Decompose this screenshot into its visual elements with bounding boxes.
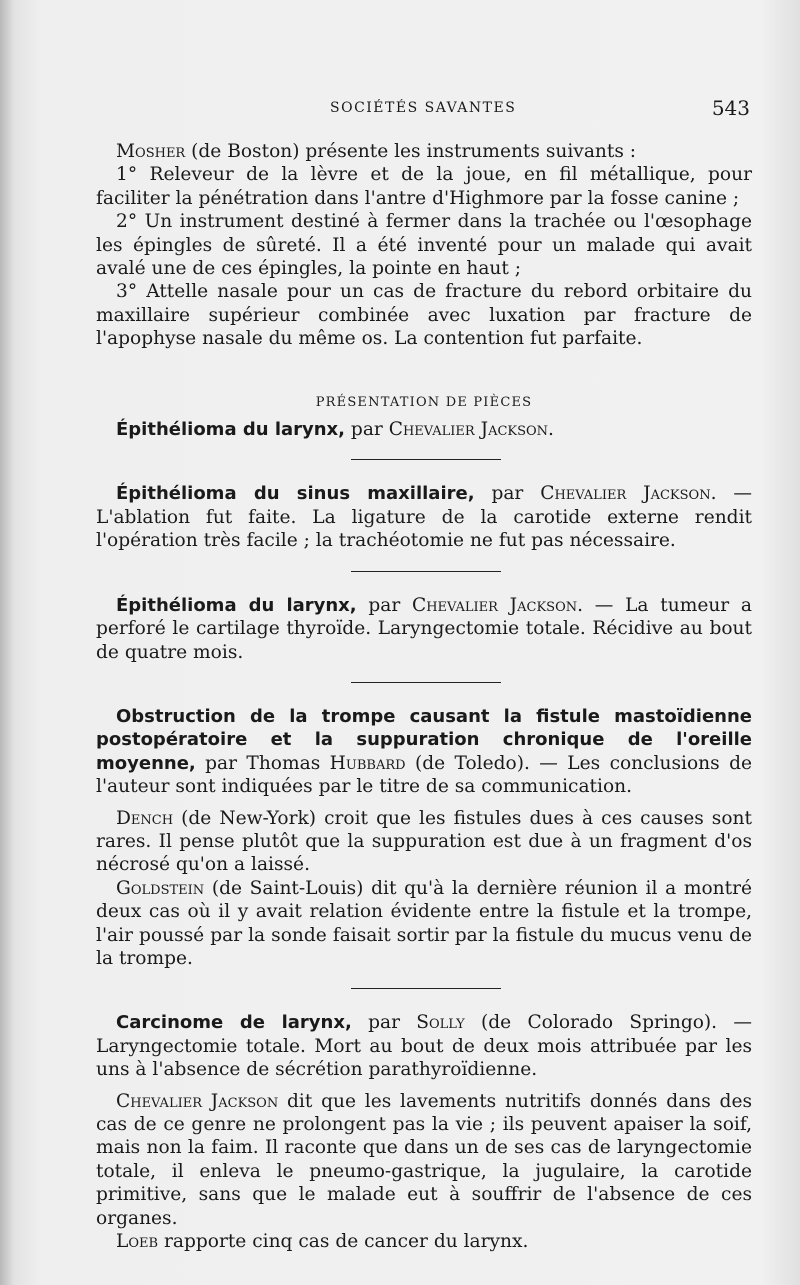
author-name: Solly: [416, 1012, 465, 1034]
piece-2: Épithélioma du sinus maxillaire, par Chevalier Jackson. — L'ablation fut faite. La ligature de la carotide externe rendit l'opération très facile ; la trachéotomie ne fut pas nécessaire.: [96, 483, 752, 552]
author-name: Chevalier Jackson.: [540, 483, 717, 505]
piece-4: Obstruction de la trompe causant la fistule mastoïdienne postopératoire et la suppuration chronique de l'oreille moyenne, par Thomas Hubbard (de Toledo). — Les conclusions de l'auteur sont indiquées par le titre de sa communication.: [96, 705, 752, 798]
page-number: 543: [711, 96, 750, 120]
piece-title: Épithélioma du larynx,: [116, 594, 357, 616]
separator-rule: [351, 571, 501, 572]
author-name: Chevalier Jackson.: [411, 594, 584, 616]
jackson-comment: Chevalier Jackson dit que les lavements nutritifs donnés dans des cas de ce genre ne prolongent pas la vie ; ils peuvent apaiser la soif, mais non la faim. Il raconte que dans un de ses cas de laryngectomie totale, il enleva le pneumo-gastrique, la jugulaire, la carotide primitive, sans que le malade eut à souffrir de l'absence de ces organes.: [96, 1090, 752, 1229]
author-name: Hubbard: [329, 752, 406, 774]
mosher-item-2: 2° Un instrument destiné à fermer dans la trachée ou l'œsophage les épingles de sûreté. Il a été inventé pour un malade qui avait avalé une de ces épingles, la pointe en haut ;: [96, 211, 752, 280]
mosher-item-1: 1° Releveur de la lèvre et de la joue, en fil métallique, pour faciliter la pénétration dans l'antre d'Highmore par la fosse canine ;: [96, 164, 752, 209]
author-name: Chevalier Jackson: [116, 1090, 279, 1112]
piece-1: Épithélioma du larynx, par Chevalier Jackson.: [116, 419, 554, 441]
author-name: Mosher: [116, 141, 186, 162]
goldstein-comment: Goldstein (de Saint-Louis) dit qu'à la dernière réunion il a montré deux cas où il y avait relation évidente entre la fistule et la trompe, l'air poussé par la sonde faisait sortir par la fistule du mucus venu de la trompe.: [96, 877, 752, 969]
dench-comment: Dench (de New-York) croit que les fistules dues à ces causes sont rares. Il pense plutôt que la suppuration est due à un fragment d'os nécrosé qu'on a laissé.: [96, 807, 752, 876]
spacer: [96, 799, 752, 807]
author-name: Chevalier Jackson.: [388, 419, 554, 441]
separator-rule: [351, 459, 501, 460]
loeb-comment: Loeb rapporte cinq cas de cancer du larynx.: [116, 1231, 529, 1253]
separator-rule: [351, 682, 501, 683]
piece-5: Carcinome de larynx, par Solly (de Colorado Springo). — Laryngectomie totale. Mort au bout de deux mois attribuée par les uns à l'absence de sécrétion parathyroïdienne.: [96, 1012, 752, 1081]
page-body: [96, 140, 752, 1253]
piece-title: Carcinome de larynx,: [116, 1012, 352, 1034]
running-head: SOCIÉTÉS SAVANTES: [330, 100, 517, 116]
mosher-item-3: 3° Attelle nasale pour un cas de fracture du rebord orbitaire du maxillaire supérieur combinée avec luxation par fracture de l'apophyse nasale du même os. La contention fut parfaite.: [96, 281, 752, 350]
mosher-intro: Mosher (de Boston) présente les instruments suivants :: [116, 141, 637, 162]
author-name: Goldstein: [116, 877, 205, 899]
author-name: Loeb: [116, 1231, 159, 1253]
section-heading: PRÉSENTATION DE PIÈCES: [315, 394, 533, 410]
spacer: [96, 1082, 752, 1090]
author-name: Dench: [116, 807, 174, 829]
piece-title: Épithélioma du larynx,: [116, 419, 346, 441]
page-header: [96, 96, 756, 124]
piece-title: Obstruction de la trompe causant la fistule mastoïdienne postopératoire et la suppuration chronique de l'oreille moyenne,: [96, 705, 752, 774]
piece-title: Épithélioma du sinus maxillaire,: [116, 483, 475, 505]
separator-rule: [351, 988, 501, 989]
piece-3: Épithélioma du larynx, par Chevalier Jackson. — La tumeur a perforé le cartilage thyroïde. Laryngectomie totale. Récidive au bout de quatre mois.: [96, 594, 752, 663]
